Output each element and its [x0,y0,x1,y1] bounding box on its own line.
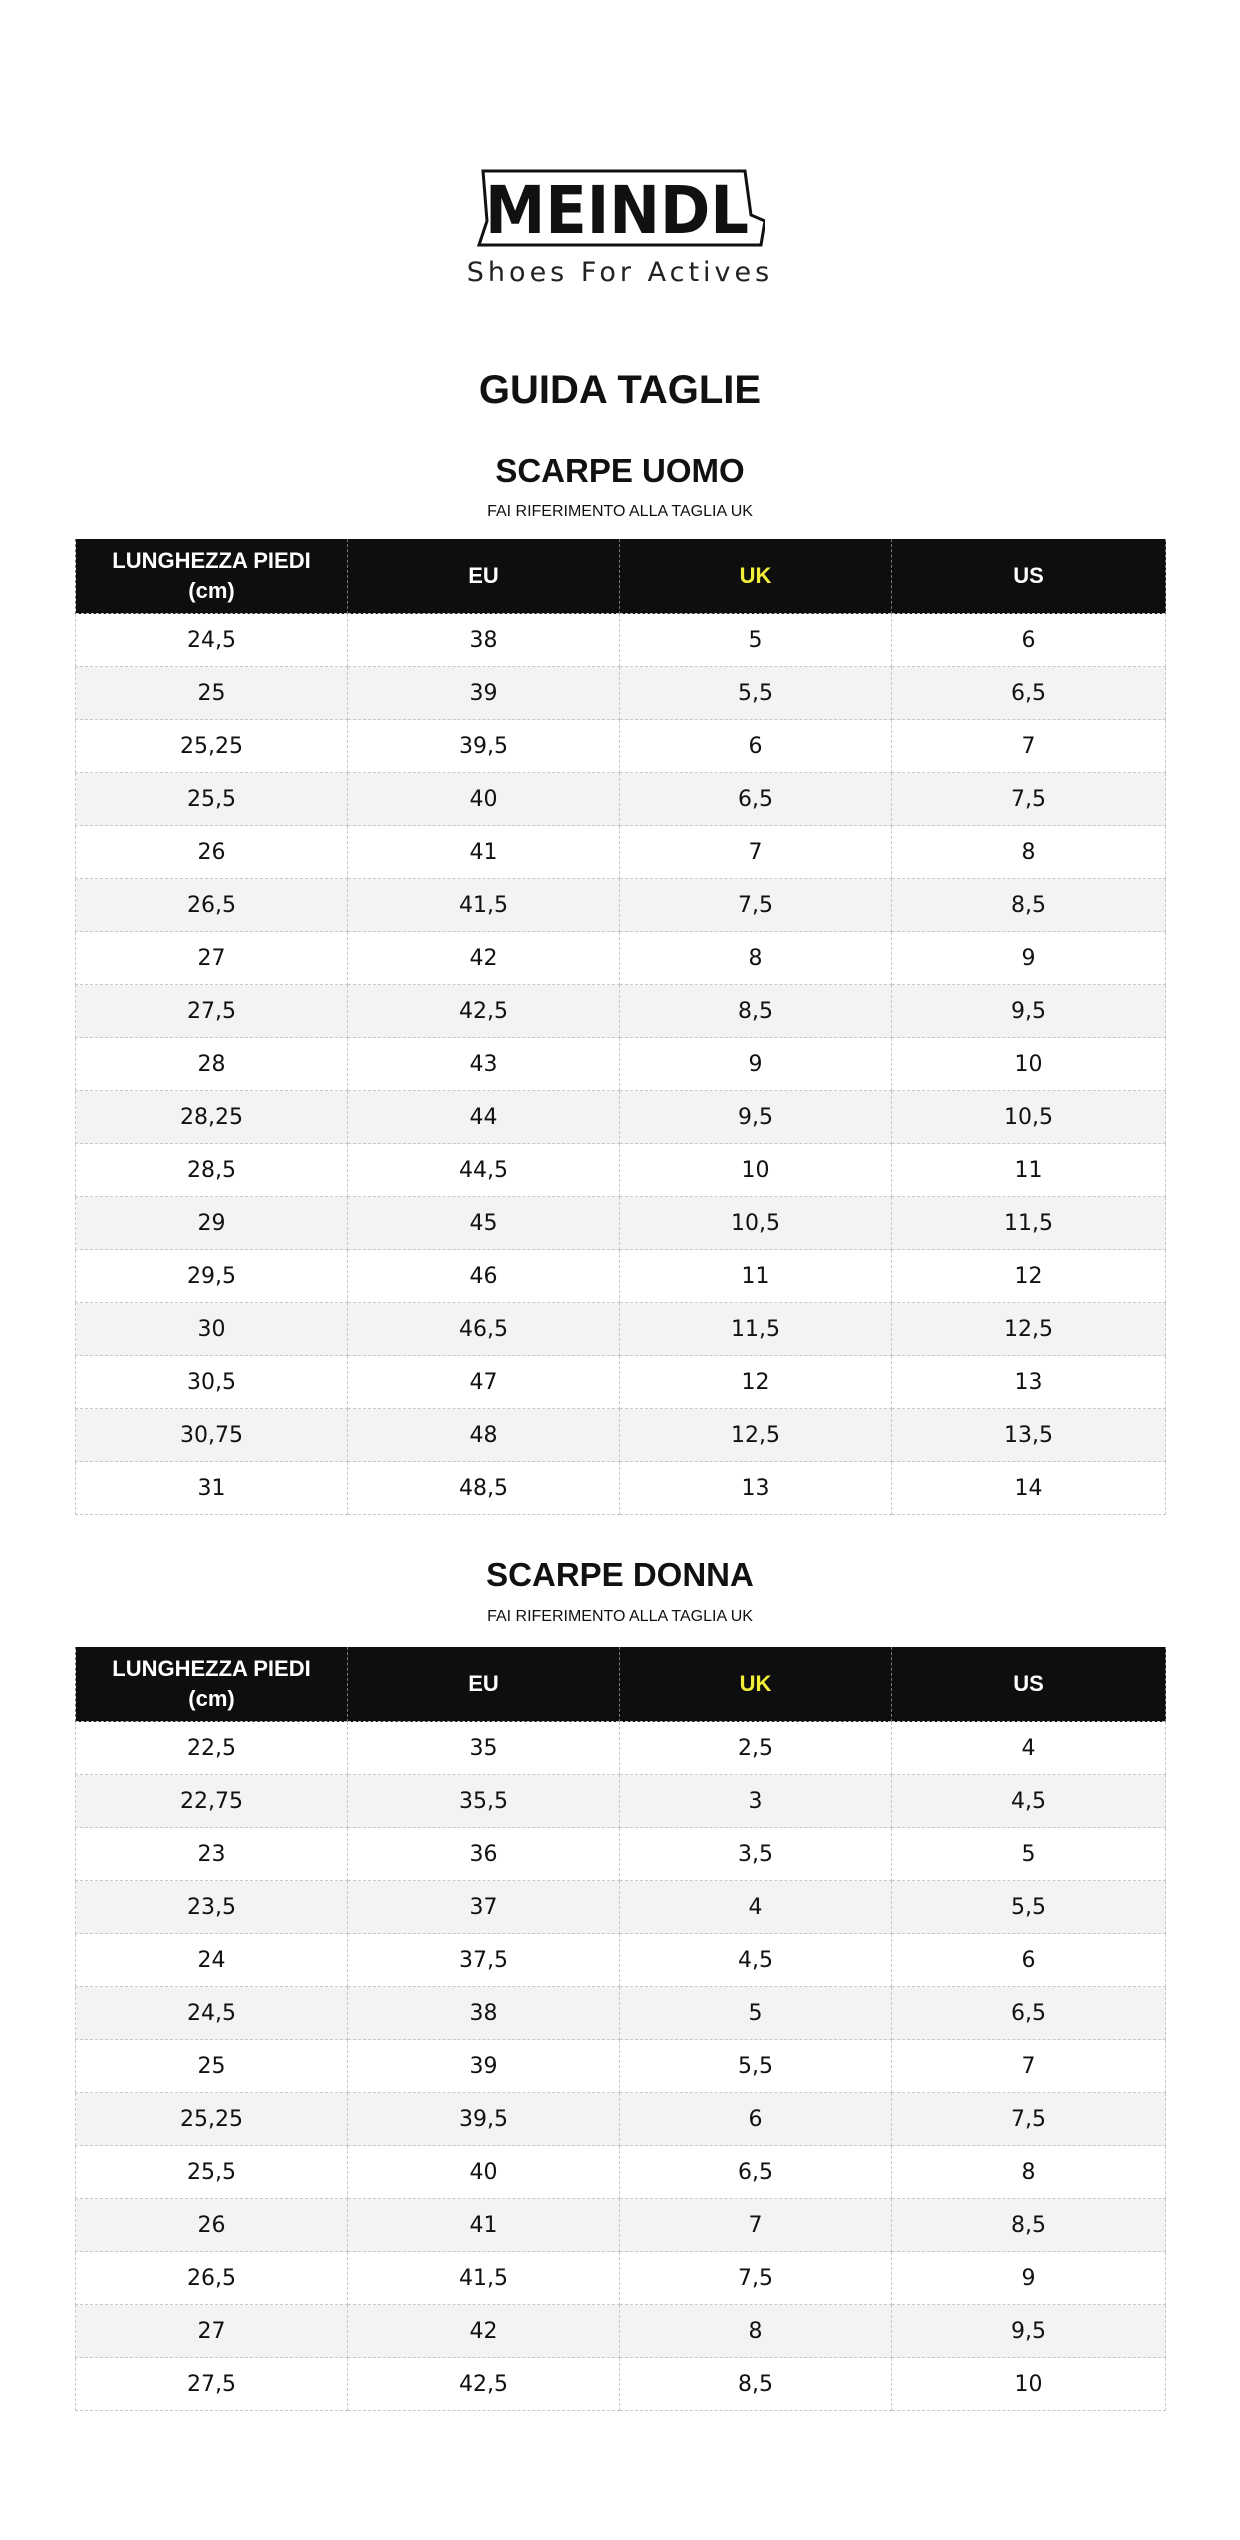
cell-us: 9 [892,932,1166,985]
women-section-title: SCARPE DONNA [486,1556,754,1593]
cell-foot-length: 24,5 [76,1987,348,2040]
table-row [76,1038,1166,1091]
cell-eu: 37,5 [348,1934,620,1987]
cell-eu: 44,5 [348,1144,620,1197]
cell-eu: 35,5 [348,1775,620,1828]
cell-uk: 8 [620,2305,892,2358]
cell-uk: 7 [620,2199,892,2252]
cell-us: 8 [892,826,1166,879]
cell-uk: 7 [620,826,892,879]
cell-foot-length: 28,5 [76,1144,348,1197]
men-header-row [76,539,1166,614]
cell-us: 13 [892,1356,1166,1409]
cell-uk: 6,5 [620,2146,892,2199]
cell-foot-length: 22,5 [76,1722,348,1775]
cell-eu: 37 [348,1881,620,1934]
men-table-body [76,614,1166,1515]
cell-eu: 41 [348,826,620,879]
cell-eu: 42 [348,2305,620,2358]
page-title: GUIDA TAGLIE [478,368,762,412]
men-header-foot-length: LUNGHEZZA PIEDI (cm) [76,539,348,614]
cell-foot-length: 26 [76,826,348,879]
cell-foot-length: 29,5 [76,1250,348,1303]
men-header-eu: EU [348,539,620,614]
cell-foot-length: 24 [76,1934,348,1987]
cell-foot-length: 27 [76,2305,348,2358]
cell-us: 7,5 [892,773,1166,826]
cell-uk: 11 [620,1250,892,1303]
cell-foot-length: 30,75 [76,1409,348,1462]
brand-tagline: Shoes For Actives [466,257,774,288]
cell-foot-length: 30 [76,1303,348,1356]
men-section-title: SCARPE UOMO [495,452,745,489]
cell-foot-length: 28 [76,1038,348,1091]
men-header-uk: UK [620,539,892,614]
cell-uk: 8,5 [620,985,892,1038]
cell-uk: 4,5 [620,1934,892,1987]
cell-uk: 10,5 [620,1197,892,1250]
women-section-subtitle: FAI RIFERIMENTO ALLA TAGLIA UK [487,1608,753,1625]
cell-uk: 6 [620,2093,892,2146]
table-row [76,1934,1166,1987]
cell-eu: 48 [348,1409,620,1462]
cell-eu: 47 [348,1356,620,1409]
cell-foot-length: 26,5 [76,879,348,932]
table-row [76,2305,1166,2358]
table-row [76,773,1166,826]
cell-foot-length: 23 [76,1828,348,1881]
cell-uk: 5 [620,1987,892,2040]
table-row [76,932,1166,985]
cell-uk: 5,5 [620,667,892,720]
cell-us: 10 [892,1038,1166,1091]
cell-us: 13,5 [892,1409,1166,1462]
cell-us: 8,5 [892,2199,1166,2252]
cell-eu: 35 [348,1722,620,1775]
women-header-row [76,1647,1166,1722]
cell-us: 5 [892,1828,1166,1881]
table-row [76,1881,1166,1934]
cell-us: 14 [892,1462,1166,1515]
cell-uk: 8,5 [620,2358,892,2411]
women-header-us: US [892,1647,1166,1722]
cell-us: 6 [892,1934,1166,1987]
cell-uk: 2,5 [620,1722,892,1775]
cell-foot-length: 28,25 [76,1091,348,1144]
cell-us: 9,5 [892,2305,1166,2358]
cell-foot-length: 25,5 [76,773,348,826]
cell-us: 4 [892,1722,1166,1775]
table-row [76,2093,1166,2146]
table-row [76,1303,1166,1356]
cell-foot-length: 27,5 [76,2358,348,2411]
table-row [76,2199,1166,2252]
table-row [76,2358,1166,2411]
table-row [76,1722,1166,1775]
cell-uk: 7,5 [620,879,892,932]
cell-uk: 10 [620,1144,892,1197]
table-row [76,667,1166,720]
cell-eu: 42,5 [348,2358,620,2411]
cell-uk: 3 [620,1775,892,1828]
cell-us: 12,5 [892,1303,1166,1356]
women-size-table [75,1647,1166,2411]
table-row [76,2146,1166,2199]
svg-text:MEINDL: MEINDL [485,172,749,249]
cell-uk: 11,5 [620,1303,892,1356]
table-row [76,826,1166,879]
cell-eu: 42,5 [348,985,620,1038]
cell-uk: 8 [620,932,892,985]
cell-foot-length: 27 [76,932,348,985]
table-row [76,2252,1166,2305]
cell-eu: 39 [348,2040,620,2093]
table-row [76,1828,1166,1881]
men-section-subtitle: FAI RIFERIMENTO ALLA TAGLIA UK [487,503,753,520]
cell-foot-length: 22,75 [76,1775,348,1828]
cell-eu: 46,5 [348,1303,620,1356]
cell-eu: 36 [348,1828,620,1881]
cell-eu: 41,5 [348,879,620,932]
cell-us: 6 [892,614,1166,667]
table-row [76,1356,1166,1409]
cell-eu: 41,5 [348,2252,620,2305]
cell-eu: 40 [348,773,620,826]
cell-eu: 44 [348,1091,620,1144]
cell-eu: 43 [348,1038,620,1091]
cell-foot-length: 27,5 [76,985,348,1038]
cell-uk: 6 [620,720,892,773]
cell-uk: 12 [620,1356,892,1409]
cell-us: 10 [892,2358,1166,2411]
cell-us: 7,5 [892,2093,1166,2146]
cell-eu: 42 [348,932,620,985]
cell-uk: 12,5 [620,1409,892,1462]
women-header-foot-length: LUNGHEZZA PIEDI (cm) [76,1647,348,1722]
cell-us: 6,5 [892,1987,1166,2040]
table-row [76,1250,1166,1303]
cell-uk: 13 [620,1462,892,1515]
cell-uk: 4 [620,1881,892,1934]
cell-foot-length: 25,25 [76,2093,348,2146]
table-row [76,1462,1166,1515]
cell-uk: 9,5 [620,1091,892,1144]
men-size-table [75,539,1166,1515]
cell-us: 12 [892,1250,1166,1303]
men-header-us: US [892,539,1166,614]
table-row [76,985,1166,1038]
cell-foot-length: 25,5 [76,2146,348,2199]
cell-us: 9 [892,2252,1166,2305]
cell-us: 7 [892,720,1166,773]
table-row [76,1144,1166,1197]
table-row [76,1091,1166,1144]
cell-foot-length: 26 [76,2199,348,2252]
cell-foot-length: 25 [76,667,348,720]
table-row [76,1775,1166,1828]
cell-uk: 7,5 [620,2252,892,2305]
cell-foot-length: 25 [76,2040,348,2093]
cell-foot-length: 29 [76,1197,348,1250]
cell-us: 7 [892,2040,1166,2093]
cell-uk: 5 [620,614,892,667]
cell-eu: 48,5 [348,1462,620,1515]
cell-uk: 5,5 [620,2040,892,2093]
table-row [76,2040,1166,2093]
cell-us: 8 [892,2146,1166,2199]
women-table-body [76,1722,1166,2411]
women-header-uk: UK [620,1647,892,1722]
cell-eu: 39 [348,667,620,720]
cell-foot-length: 30,5 [76,1356,348,1409]
cell-us: 11 [892,1144,1166,1197]
cell-foot-length: 24,5 [76,614,348,667]
cell-uk: 6,5 [620,773,892,826]
cell-foot-length: 25,25 [76,720,348,773]
table-row [76,1987,1166,2040]
cell-eu: 46 [348,1250,620,1303]
cell-foot-length: 23,5 [76,1881,348,1934]
cell-us: 5,5 [892,1881,1166,1934]
table-row [76,614,1166,667]
table-row [76,720,1166,773]
cell-foot-length: 26,5 [76,2252,348,2305]
cell-us: 4,5 [892,1775,1166,1828]
table-row [76,879,1166,932]
cell-eu: 39,5 [348,2093,620,2146]
cell-us: 10,5 [892,1091,1166,1144]
cell-eu: 40 [348,2146,620,2199]
cell-foot-length: 31 [76,1462,348,1515]
cell-eu: 41 [348,2199,620,2252]
brand-logo [0,165,1240,288]
cell-us: 11,5 [892,1197,1166,1250]
cell-us: 8,5 [892,879,1166,932]
cell-uk: 3,5 [620,1828,892,1881]
women-header-eu: EU [348,1647,620,1722]
cell-uk: 9 [620,1038,892,1091]
table-row [76,1197,1166,1250]
cell-us: 6,5 [892,667,1166,720]
cell-eu: 38 [348,614,620,667]
table-row [76,1409,1166,1462]
cell-us: 9,5 [892,985,1166,1038]
cell-eu: 39,5 [348,720,620,773]
cell-eu: 45 [348,1197,620,1250]
meindl-logo-image [475,165,765,249]
cell-eu: 38 [348,1987,620,2040]
